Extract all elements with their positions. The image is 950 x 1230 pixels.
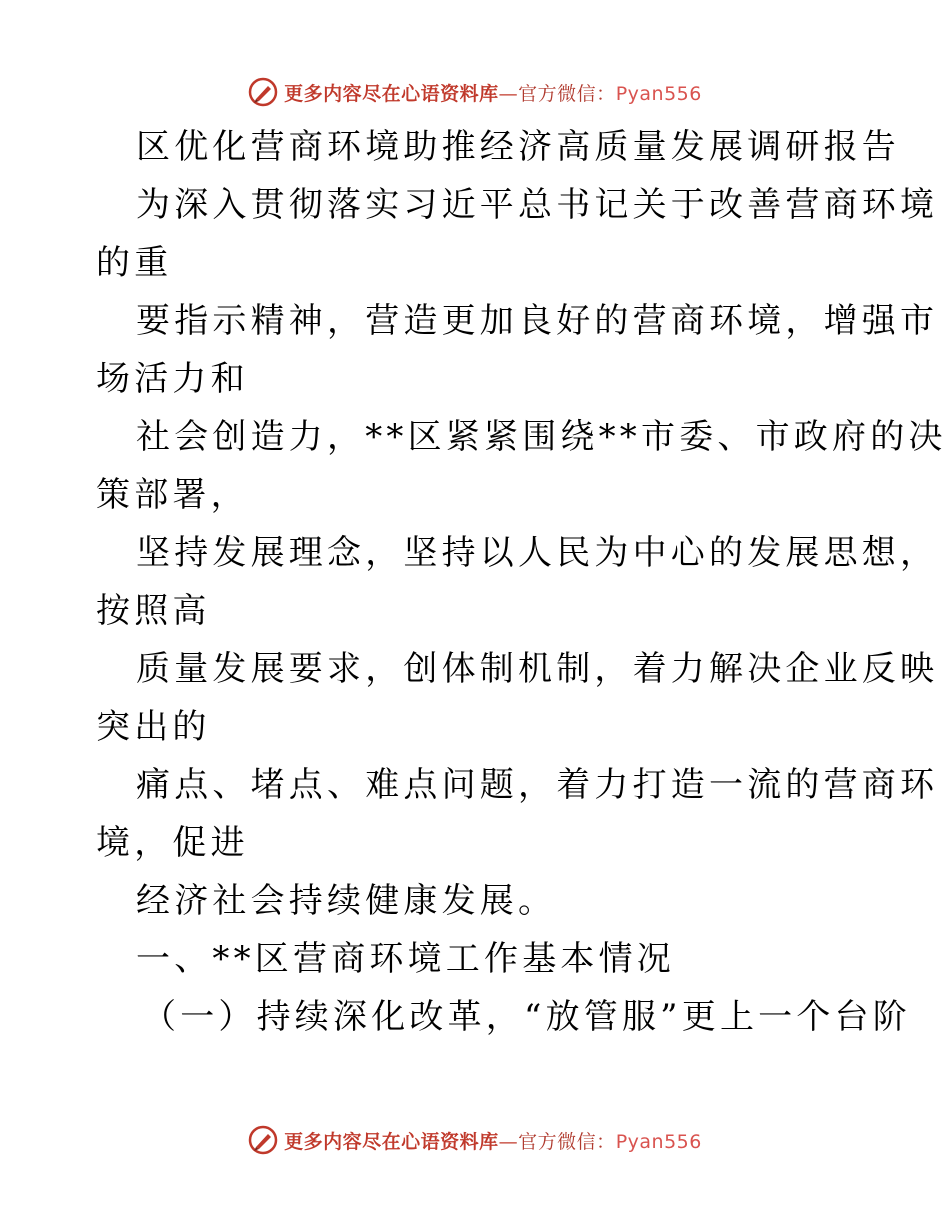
footer-watermark xyxy=(0,1120,950,1160)
paragraph-line: 质量发展要求，创体制机制，着力解决企业反映 xyxy=(136,649,939,689)
pen-logo-icon xyxy=(248,1125,278,1155)
paragraph-line: 突出的 xyxy=(96,707,211,747)
paragraph-line: 策部署， xyxy=(96,475,249,515)
paragraph-line: 境，促进 xyxy=(96,823,249,863)
paragraph-line: 要指示精神，营造更加良好的营商环境，增强市 xyxy=(136,301,939,341)
subsection-heading: （一）持续深化改革，“放管服”更上一个台阶 xyxy=(142,997,911,1037)
footer-wechat-label: 官方微信： xyxy=(518,1130,616,1153)
document-body xyxy=(96,118,947,1046)
footer-dash: — xyxy=(498,1130,519,1153)
paragraph-line: 经济社会持续健康发展。 xyxy=(136,881,557,921)
paragraph-line: 按照高 xyxy=(96,591,211,631)
header-wechat-id: Pyan556 xyxy=(615,82,702,105)
paragraph-line: 为深入贯彻落实习近平总书记关于改善营商环境 xyxy=(136,185,939,225)
pen-logo-icon xyxy=(248,77,278,107)
header-wechat-label: 官方微信： xyxy=(518,82,616,105)
paragraph-line: 的重 xyxy=(96,243,173,283)
header-watermark xyxy=(0,72,950,112)
paragraph-line: 痛点、堵点、难点问题，着力打造一流的营商环 xyxy=(136,765,939,805)
header-dash: — xyxy=(498,82,519,105)
paragraph-line: 坚持发展理念，坚持以人民为中心的发展思想， xyxy=(136,533,939,573)
section-heading: 一、**区营商环境工作基本情况 xyxy=(136,939,675,979)
header-site-text: 更多内容尽在心语资料库 xyxy=(284,82,499,105)
footer-banner-text xyxy=(284,1127,702,1154)
footer-site-text: 更多内容尽在心语资料库 xyxy=(284,1130,499,1153)
paragraph-line: 社会创造力，**区紧紧围绕**市委、市政府的决 xyxy=(136,417,947,457)
footer-wechat-id: Pyan556 xyxy=(615,1130,702,1153)
paragraph-line: 场活力和 xyxy=(96,359,249,399)
header-banner-text xyxy=(284,79,702,106)
document-title: 区优化营商环境助推经济高质量发展调研报告 xyxy=(136,127,900,167)
